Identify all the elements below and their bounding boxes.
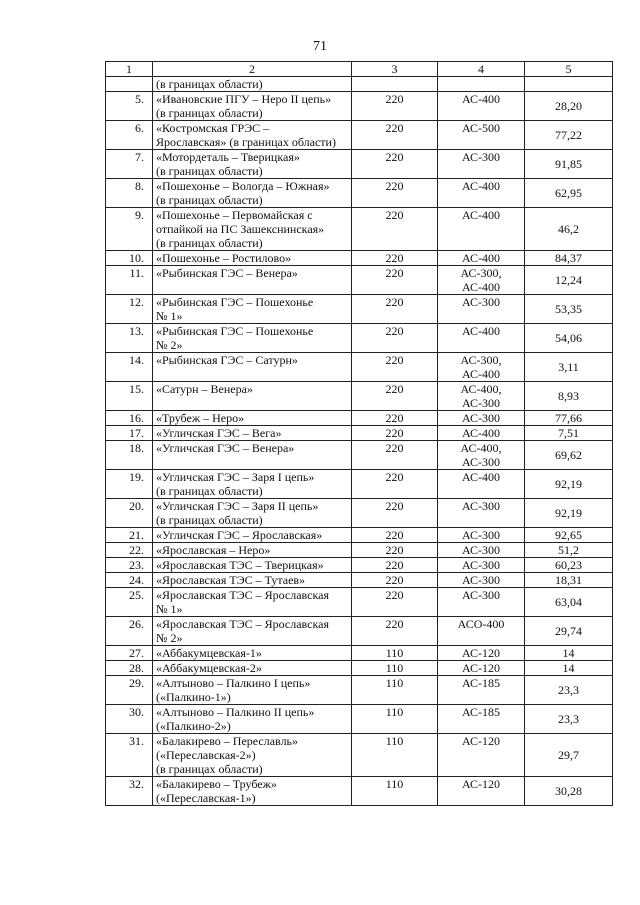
wire-brand-cell: АС-120 — [438, 661, 525, 676]
voltage-cell: 110 — [352, 705, 438, 734]
line-length-cell: 51,2 — [525, 543, 613, 558]
wire-brand-cell: АС-400 — [438, 470, 525, 499]
line-name-cell: «Рыбинская ГЭС – Пошехонье № 1» — [153, 295, 352, 324]
row-number-cell: 31. — [106, 734, 153, 777]
table-row — [106, 543, 613, 558]
table-row — [106, 77, 613, 92]
wire-brand-cell: АС-300, АС-400 — [438, 353, 525, 382]
wire-brand-cell: АС-300 — [438, 150, 525, 179]
line-name-cell: «Рыбинская ГЭС – Венера» — [153, 266, 352, 295]
table-row — [106, 661, 613, 676]
voltage-cell: 220 — [352, 208, 438, 251]
wire-brand-cell: АС-300 — [438, 543, 525, 558]
table-row — [106, 353, 613, 382]
row-number-cell: 15. — [106, 382, 153, 411]
line-name-cell: «Алтыново – Палкино I цепь» («Палкино-1») — [153, 676, 352, 705]
wire-brand-cell: АС-300 — [438, 588, 525, 617]
line-length-cell: 60,23 — [525, 558, 613, 573]
line-length-cell: 46,2 — [525, 208, 613, 251]
table-row — [106, 470, 613, 499]
voltage-cell: 220 — [352, 573, 438, 588]
wire-brand-cell: АС-400 — [438, 179, 525, 208]
wire-brand-cell: АС-300 — [438, 573, 525, 588]
table-row — [106, 121, 613, 150]
wire-brand-cell: АС-300 — [438, 528, 525, 543]
wire-brand-cell: АС-400, АС-300 — [438, 382, 525, 411]
table-row — [106, 588, 613, 617]
table-row — [106, 777, 613, 806]
row-number-cell: 8. — [106, 179, 153, 208]
line-name-cell: «Ивановские ПГУ – Неро II цепь» (в границах области) — [153, 92, 352, 121]
line-name-cell: «Пошехонье – Вологда – Южная» (в границах области) — [153, 179, 352, 208]
line-name-cell: (в границах области) — [153, 77, 352, 92]
column-header-1: 1 — [106, 62, 153, 77]
page-number: 71 — [313, 39, 327, 54]
voltage-cell — [352, 77, 438, 92]
wire-brand-cell: АС-300 — [438, 411, 525, 426]
table-row — [106, 734, 613, 777]
column-header-4: 4 — [438, 62, 525, 77]
voltage-cell: 220 — [352, 324, 438, 353]
table-row — [106, 179, 613, 208]
table-header-row — [106, 62, 613, 77]
line-length-cell: 92,19 — [525, 499, 613, 528]
line-length-cell: 7,51 — [525, 426, 613, 441]
line-name-cell: «Ярославская ТЭС – Тутаев» — [153, 573, 352, 588]
row-number-cell: 9. — [106, 208, 153, 251]
row-number-cell: 18. — [106, 441, 153, 470]
row-number-cell: 24. — [106, 573, 153, 588]
voltage-cell: 220 — [352, 617, 438, 646]
line-name-cell: «Трубеж – Неро» — [153, 411, 352, 426]
table-row — [106, 324, 613, 353]
line-length-cell: 69,62 — [525, 441, 613, 470]
row-number-cell: 16. — [106, 411, 153, 426]
table-row — [106, 92, 613, 121]
line-name-cell: «Угличская ГЭС – Вега» — [153, 426, 352, 441]
line-length-cell: 77,66 — [525, 411, 613, 426]
line-length-cell: 77,22 — [525, 121, 613, 150]
line-length-cell: 29,74 — [525, 617, 613, 646]
line-length-cell: 92,19 — [525, 470, 613, 499]
line-name-cell: «Ярославская ТЭС – Тверицкая» — [153, 558, 352, 573]
row-number-cell: 21. — [106, 528, 153, 543]
voltage-cell: 220 — [352, 470, 438, 499]
voltage-cell: 220 — [352, 382, 438, 411]
row-number-cell: 11. — [106, 266, 153, 295]
line-name-cell: «Угличская ГЭС – Ярославская» — [153, 528, 352, 543]
voltage-cell: 220 — [352, 411, 438, 426]
line-name-cell: «Угличская ГЭС – Заря I цепь» (в границах области) — [153, 470, 352, 499]
row-number-cell: 27. — [106, 646, 153, 661]
voltage-cell: 110 — [352, 734, 438, 777]
line-length-cell: 23,3 — [525, 705, 613, 734]
voltage-cell: 220 — [352, 295, 438, 324]
line-name-cell: «Ярославская – Неро» — [153, 543, 352, 558]
column-header-2: 2 — [153, 62, 352, 77]
wire-brand-cell — [438, 77, 525, 92]
wire-brand-cell: АС-300 — [438, 558, 525, 573]
table-row — [106, 528, 613, 543]
row-number-cell: 14. — [106, 353, 153, 382]
row-number-cell: 32. — [106, 777, 153, 806]
row-number-cell: 6. — [106, 121, 153, 150]
line-name-cell: «Угличская ГЭС – Венера» — [153, 441, 352, 470]
line-length-cell: 14 — [525, 646, 613, 661]
line-name-cell: «Аббакумцевская-1» — [153, 646, 352, 661]
row-number-cell: 20. — [106, 499, 153, 528]
line-length-cell: 92,65 — [525, 528, 613, 543]
line-length-cell: 62,95 — [525, 179, 613, 208]
line-name-cell: «Аббакумцевская-2» — [153, 661, 352, 676]
table-row — [106, 266, 613, 295]
wire-brand-cell: АС-400, АС-300 — [438, 441, 525, 470]
table-row — [106, 676, 613, 705]
row-number-cell: 30. — [106, 705, 153, 734]
table-row — [106, 499, 613, 528]
wire-brand-cell: АС-300 — [438, 499, 525, 528]
voltage-cell: 110 — [352, 676, 438, 705]
row-number-cell: 23. — [106, 558, 153, 573]
table-row — [106, 426, 613, 441]
voltage-cell: 220 — [352, 121, 438, 150]
table-row — [106, 558, 613, 573]
voltage-cell: 220 — [352, 558, 438, 573]
line-length-cell: 53,35 — [525, 295, 613, 324]
voltage-cell: 220 — [352, 179, 438, 208]
row-number-cell: 19. — [106, 470, 153, 499]
row-number-cell: 7. — [106, 150, 153, 179]
line-length-cell: 54,06 — [525, 324, 613, 353]
wire-brand-cell: АС-300, АС-400 — [438, 266, 525, 295]
row-number-cell: 10. — [106, 251, 153, 266]
line-length-cell: 30,28 — [525, 777, 613, 806]
row-number-cell: 25. — [106, 588, 153, 617]
voltage-cell: 220 — [352, 543, 438, 558]
table-row — [106, 646, 613, 661]
line-name-cell: «Ярославская ТЭС – Ярославская № 1» — [153, 588, 352, 617]
table-row — [106, 573, 613, 588]
line-length-cell: 28,20 — [525, 92, 613, 121]
line-length-cell: 91,85 — [525, 150, 613, 179]
table-body — [106, 77, 613, 806]
table-row — [106, 208, 613, 251]
line-name-cell: «Балакирево – Трубеж» («Переславская-1») — [153, 777, 352, 806]
row-number-cell: 22. — [106, 543, 153, 558]
row-number-cell: 5. — [106, 92, 153, 121]
wire-brand-cell: АС-120 — [438, 734, 525, 777]
voltage-cell: 220 — [352, 499, 438, 528]
line-name-cell: «Ярославская ТЭС – Ярославская № 2» — [153, 617, 352, 646]
column-header-3: 3 — [352, 62, 438, 77]
line-name-cell: «Рыбинская ГЭС – Пошехонье № 2» — [153, 324, 352, 353]
line-name-cell: «Пошехонье – Первомайская с отпайкой на ПС Зашекснинская» (в границах области) — [153, 208, 352, 251]
voltage-cell: 220 — [352, 353, 438, 382]
voltage-cell: 220 — [352, 441, 438, 470]
line-length-cell: 8,93 — [525, 382, 613, 411]
table-row — [106, 617, 613, 646]
table-row — [106, 251, 613, 266]
table-row — [106, 150, 613, 179]
line-length-cell: 29,7 — [525, 734, 613, 777]
wire-brand-cell: АС-400 — [438, 324, 525, 353]
wire-brand-cell: АС-400 — [438, 92, 525, 121]
line-length-cell: 14 — [525, 661, 613, 676]
voltage-cell: 220 — [352, 266, 438, 295]
voltage-cell: 110 — [352, 646, 438, 661]
voltage-cell: 220 — [352, 528, 438, 543]
column-header-5: 5 — [525, 62, 613, 77]
row-number-cell: 12. — [106, 295, 153, 324]
wire-brand-cell: АС-120 — [438, 646, 525, 661]
line-length-cell — [525, 77, 613, 92]
line-name-cell: «Пошехонье – Ростилово» — [153, 251, 352, 266]
wire-brand-cell: АС-400 — [438, 208, 525, 251]
wire-brand-cell: АСО-400 — [438, 617, 525, 646]
row-number-cell: 13. — [106, 324, 153, 353]
line-name-cell: «Сатурн – Венера» — [153, 382, 352, 411]
line-name-cell: «Рыбинская ГЭС – Сатурн» — [153, 353, 352, 382]
row-number-cell: 29. — [106, 676, 153, 705]
line-name-cell: «Угличская ГЭС – Заря II цепь» (в границах области) — [153, 499, 352, 528]
voltage-cell: 220 — [352, 251, 438, 266]
voltage-cell: 110 — [352, 777, 438, 806]
power-lines-table — [105, 61, 613, 806]
row-number-cell: 26. — [106, 617, 153, 646]
voltage-cell: 110 — [352, 661, 438, 676]
line-length-cell: 12,24 — [525, 266, 613, 295]
wire-brand-cell: АС-400 — [438, 251, 525, 266]
wire-brand-cell: АС-120 — [438, 777, 525, 806]
row-number-cell: 28. — [106, 661, 153, 676]
table-row — [106, 295, 613, 324]
wire-brand-cell: АС-185 — [438, 676, 525, 705]
line-name-cell: «Мотордеталь – Тверицкая» (в границах области) — [153, 150, 352, 179]
table-row — [106, 382, 613, 411]
line-length-cell: 18,31 — [525, 573, 613, 588]
wire-brand-cell: АС-500 — [438, 121, 525, 150]
voltage-cell: 220 — [352, 426, 438, 441]
line-name-cell: «Алтыново – Палкино II цепь» («Палкино-2») — [153, 705, 352, 734]
voltage-cell: 220 — [352, 588, 438, 617]
wire-brand-cell: АС-300 — [438, 295, 525, 324]
line-length-cell: 63,04 — [525, 588, 613, 617]
table-row — [106, 441, 613, 470]
voltage-cell: 220 — [352, 150, 438, 179]
wire-brand-cell: АС-185 — [438, 705, 525, 734]
voltage-cell: 220 — [352, 92, 438, 121]
line-name-cell: «Балакирево – Переславль» («Переславская-2») (в границах области) — [153, 734, 352, 777]
table-row — [106, 705, 613, 734]
row-number-cell: 17. — [106, 426, 153, 441]
line-name-cell: «Костромская ГРЭС – Ярославская» (в границах области) — [153, 121, 352, 150]
line-length-cell: 23,3 — [525, 676, 613, 705]
table-row — [106, 411, 613, 426]
line-length-cell: 84,37 — [525, 251, 613, 266]
row-number-cell — [106, 77, 153, 92]
wire-brand-cell: АС-400 — [438, 426, 525, 441]
line-length-cell: 3,11 — [525, 353, 613, 382]
